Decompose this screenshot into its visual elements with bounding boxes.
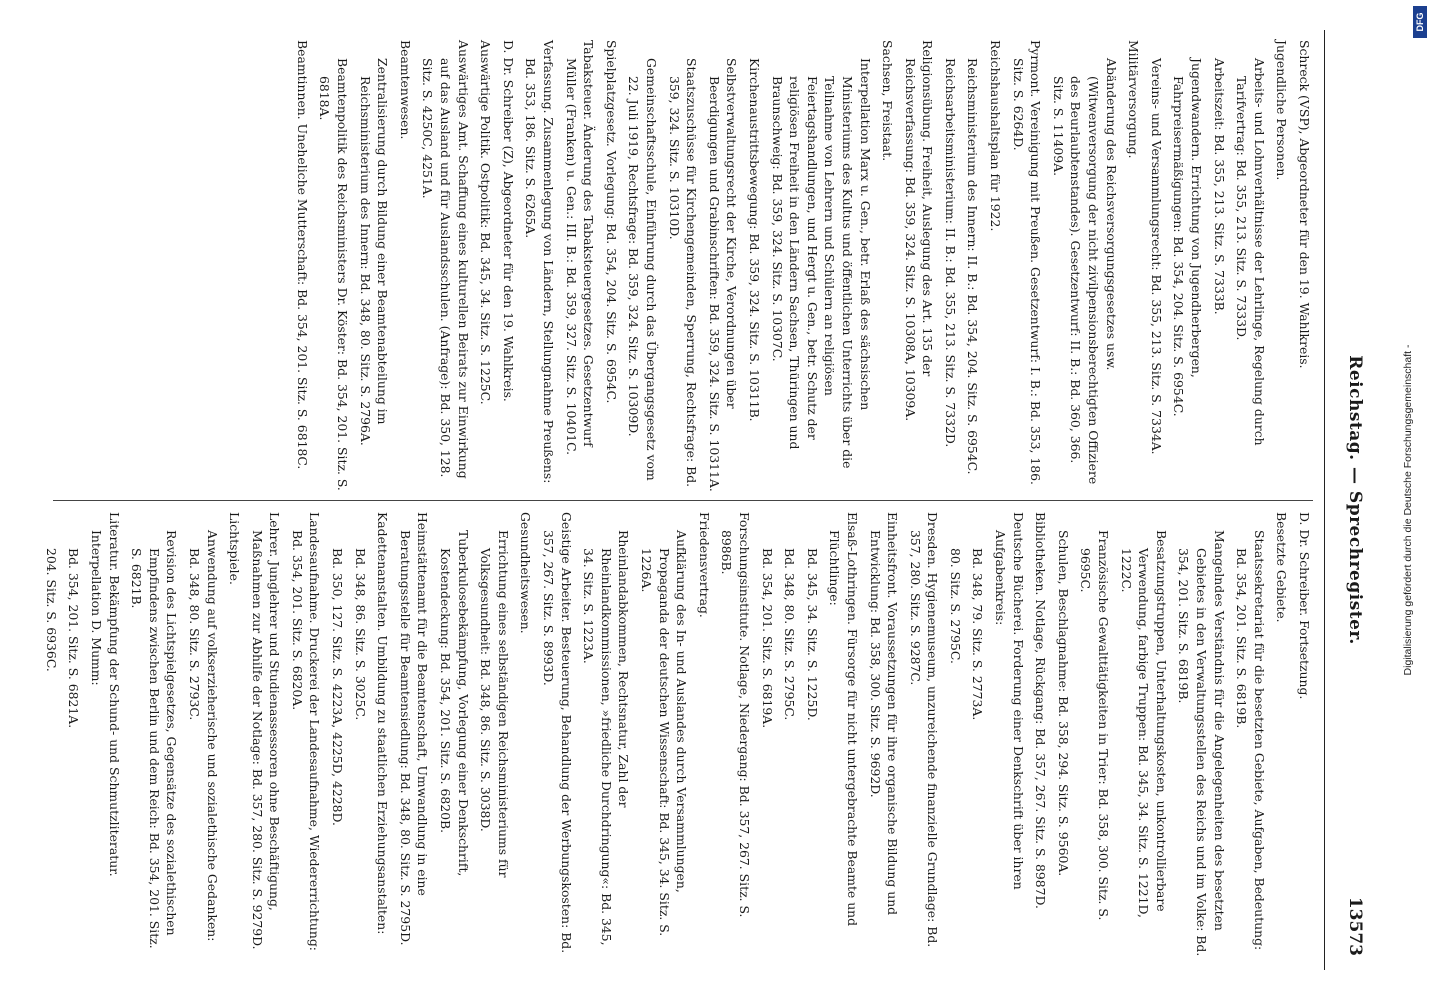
register-entry: Deutsche Bücherei. Forderung einer Denkschrift über ihren Aufgabenkreis: bbox=[993, 512, 1026, 890]
register-entry: Anwendung auf volkserzieherische und sozialethische Gedanken: Bd. 348, 80. Sitz. S. 2793C. bbox=[186, 530, 220, 942]
register-entry: Auswärtiges Amt. Schaffung eines kulturellen Beirats zur Einwirkung auf das Ausland und für Auslandsschulen. (Anfrage): Bd. 350, 128. Sitz. S. 4250C, 4251A. bbox=[420, 40, 471, 479]
register-entry: Verfassung. Zusammenlegung von Ländern, Stellungnahme Preußens: Bd. 353, 186. Sitz. S. 6265A. bbox=[523, 40, 557, 484]
register-entry: Französische Gewalttätigkeiten in Trier: Bd. 358, 300. Sitz. S. 9695C. bbox=[1078, 530, 1112, 921]
register-entry: 204. Sitz. S. 6936C. bbox=[43, 548, 59, 672]
register-entry: Literatur. Bekämpfung der Schund- und Schmutzliteratur. Interpellation D. Mumm: bbox=[88, 512, 122, 877]
page-header bbox=[1324, 30, 1387, 970]
register-entry: Schulen, Beschlagnahme: Bd. 358, 294. Sitz. S. 9560A. bbox=[1055, 530, 1071, 877]
register-entry: Errichtung eines selbständigen Reichsministeriums für Volksgesundheit: Bd. 348, 86. Sitz. S. 3038D. bbox=[478, 530, 511, 878]
register-entry: Bd. 350, 127. Sitz. S. 4223A, 4225D, 4228D. bbox=[330, 548, 346, 826]
register-entry: Landesaufnahme. Druckerei der Landesaufnahme, Wiedererrichtung: Bd. 354, 201. Sitz. S. 6820A. bbox=[289, 512, 323, 951]
column-divider bbox=[53, 500, 1313, 501]
register-entry: Friedensvertrag. bbox=[696, 512, 712, 618]
register-entry: D. Dr. Schreiber (Z), Abgeordneter für den 19. Wahlkreis. bbox=[500, 40, 516, 402]
register-entry: Einheitsfront. Voraussetzungen für ihre organische Bildung und Entwicklung: Bd. 358, 300. Sitz. S. 9692D. bbox=[867, 512, 901, 916]
register-entry: Zentralisierung durch Bildung einer Beamtenabteilung im Reichsministerium des Innern: Bd. 348, 80. Sitz. S. 2796A. bbox=[357, 58, 391, 446]
register-entry: Bd. 345, 34. Sitz. S. 1225D. bbox=[804, 548, 820, 721]
register-entry: Beamtenwesen. bbox=[397, 40, 413, 140]
register-entry: Tuberkulosebekämpfung, Vorlegung einer Denkschrift, Kostendeckung: Bd. 354, 201. Sitz. S. 6820B. bbox=[438, 530, 471, 877]
register-entry: Forschungsinstitute. Notlage, Niedergang: Bd. 357, 267. Sitz. S. 8986B. bbox=[719, 512, 752, 918]
register-entry: Elsaß-Lothringen. Fürsorge für nicht untergebrachte Beamte und Flüchtlinge: bbox=[827, 512, 860, 927]
digitization-credit: Digitalisierung gefördert durch die Deutsche Forschungsgemeinschaft - bbox=[1402, 344, 1414, 676]
register-entry: Bd. 354, 201. Sitz. S. 6821A. bbox=[66, 548, 82, 729]
register-entry: Bibliotheken. Notlage, Rückgang: Bd. 357, 267. Sitz. S. 8987D. bbox=[1033, 512, 1049, 909]
register-entry: Pyrmont. Vereinigung mit Preußen. Gesetzentwurf: I. B.: Bd. 353, 186. Sitz. S. 6264D. bbox=[1010, 40, 1044, 485]
register-entry: Bd. 354, 201. Sitz. S. 6819A. bbox=[759, 548, 775, 729]
register-entry: Militärversorgung. bbox=[1126, 40, 1142, 159]
register-entry: Heimstättenamt für die Beamtenschaft, Umwandlung in eine Beratungsstelle für Beamtensiedlung: Bd. 348, 80. Sitz. S. 2795D. bbox=[397, 512, 431, 946]
dfg-logo: DFG bbox=[1413, 6, 1427, 38]
register-entry: Rheinlandabkommen, Rechtsnatur, Zahl der Rheinlandkommissionen, »friedliche Durchdringung«: Bd. 345, 34. Sitz. S. 1223A. bbox=[581, 530, 632, 946]
register-entry: Bd. 348, 86. Sitz. S. 3025C. bbox=[352, 548, 368, 721]
register-entry: Arbeitszeit: Bd. 355, 213. Sitz. S. 7333B. bbox=[1211, 58, 1227, 315]
register-entry: Dresden. Hygienemuseum, unzureichende finanzielle Grundlage: Bd. 357, 280. Sitz. S. 9287C. bbox=[907, 512, 941, 948]
register-entry: Bd. 348, 80. Sitz. S. 2795C. bbox=[782, 548, 798, 721]
register-entry: 80. Sitz. S. 2795C. bbox=[947, 548, 963, 664]
register-entry: Kadettenanstalten. Umbildung zu staatlichen Erziehungsanstalten: bbox=[375, 512, 391, 935]
page-number: 13573 bbox=[1345, 896, 1365, 956]
register-entry: Jugendwandern. Errichtung von Jugendherbergen, Fahrpreisermäßigungen: Bd. 354, 204. Sitz. S. 6954C. bbox=[1171, 58, 1205, 417]
register-entry: Gemeinschaftsschule, Einführung durch das Übergangsgesetz vom 22. Juli 1919, Rechtsfrage: Bd. 359, 324. Sitz. S. 10309D. bbox=[626, 58, 659, 481]
scanned-register-page bbox=[43, 30, 1387, 970]
register-entry: Beamtinnen. Uneheliche Mutterschaft: Bd. 354, 201. Sitz. S. 6818C. bbox=[294, 40, 310, 470]
register-entry: Religionsübung. Freiheit, Auslegung des Art. 135 der Reichsverfassung: Bd. 359, 324. Sitz. S. 10308A, 10309A. bbox=[902, 40, 936, 422]
register-entry: Mangelndes Verständnis für die Angelegenheiten des besetzten Gebietes in den Verwaltungsstellen des Reichs und im Volke: Bd. 354, 201. Sitz. S. 6819B. bbox=[1176, 530, 1227, 957]
register-entry: Jugendliche Personen. bbox=[1274, 40, 1290, 181]
register-entry: Reichsministerium des Innern: II. B.: Bd. 354, 204. Sitz. S. 6954C. bbox=[965, 58, 981, 475]
register-entry: Lehrer. Junglehrer und Studienassessoren ohne Beschäftigung, Maßnahmen zur Abhilfe der Notlage: Bd. 357, 280. Sitz. S. 9279D. bbox=[249, 512, 283, 950]
register-entry: Reichsarbeitsministerium: II. B.: Bd. 355, 213. Sitz. S. 7332D. bbox=[942, 58, 958, 448]
register-entry: Revision des Lichtspielgesetzes, Gegensätze des sozialethischen Empfindens zwischen Berlin und dem Reich: Bd. 354, 201. Sitz. S. 6821B. bbox=[129, 530, 180, 949]
register-entry: Lichtspiele. bbox=[227, 512, 243, 585]
register-entry: Besetzte Gebiete. bbox=[1274, 512, 1290, 623]
register-entry: Spielplatzgesetz. Vorlegung: Bd. 354, 204. Sitz. S. 6954C. bbox=[603, 40, 619, 404]
register-entry: D. Dr. Schreiber. Fortsetzung. bbox=[1297, 512, 1312, 700]
right-column bbox=[37, 512, 1313, 964]
running-title: Reichstag. — Sprechregister. bbox=[1345, 355, 1365, 645]
left-column bbox=[288, 40, 1313, 492]
register-entry: Beamtenpolitik des Reichsministers Dr. Köster: Bd. 354, 201. Sitz. S. 6818A. bbox=[317, 58, 351, 491]
register-entry: Reichshaushaltsplan für 1922. bbox=[988, 40, 1004, 232]
register-entry: Vereins- und Versammlungsrecht: Bd. 355, 213. Sitz. S. 7334A. bbox=[1148, 58, 1164, 455]
register-entry: Aufklärung des In- und Auslandes durch Versammlungen, Propaganda der deutschen Wissenschaft: Bd. 345, 34. Sitz. S. 1226A. bbox=[639, 530, 690, 937]
register-entry: Gesundheitswesen. bbox=[518, 512, 534, 634]
register-entry: Interpellation Marx u. Gen., betr. Erlaß des sächsischen Ministeriums des Kultus und öffentlichen Unterrichts über die Teilnahme von Lehrern und Schülern an religiösen Feiertagshandlungen, und Hergt u. Gen., betr. Schutz der religiösen Freiheit in den Ländern Sachsen, Thüringen und Braunschweig: Bd. 359, 324. Sitz. S. 10307C. bbox=[769, 58, 873, 469]
register-entry: Sachsen, Freistaat. bbox=[880, 40, 896, 162]
register-entry: Besatzungstruppen, Unterhaltungskosten, unkontrollierbare Verwendung, farbige Truppen: Bd. 345, 34. Sitz. S. 1221D, 1222C. bbox=[1118, 530, 1169, 918]
register-entry: Arbeits- und Lohnverhältnisse der Lehrlinge, Regelung durch Tarifvertrag: Bd. 355, 213. Sitz. S. 7333D. bbox=[1234, 58, 1267, 446]
register-entry: Schreck (VSP), Abgeordneter für den 19. Wahlkreis. bbox=[1297, 40, 1312, 369]
register-entry: Tabaksteuer. Änderung des Tabaksteuergesetzes. Gesetzentwurf Müller (Franken) u. Gen.: III. B.: Bd. 359, 327. Sitz. S. 10401C. bbox=[563, 40, 597, 456]
register-entry: Bd. 348, 79. Sitz. S. 2773A. bbox=[970, 548, 986, 721]
register-entry: Staatssekretariat für die besetzten Gebiete, Aufgaben, Bedeutung: Bd. 354, 201. Sitz. S. 6819B. bbox=[1234, 530, 1267, 951]
register-entry: Staatszuschüsse für Kirchengemeinden, Sperrung, Rechtsfrage: Bd. 359, 324. Sitz. S. 10310D. bbox=[666, 58, 700, 488]
register-entry: Geistige Arbeiter. Besteuerung, Behandlung der Werbungskosten: Bd. 357, 267. Sitz. S. 8993D. bbox=[541, 512, 574, 954]
register-entry: Abänderung des Reichsversorgungsgesetzes usw. (Witwenversorgung der nicht zivilpensionsberechtigten Offiziere des Beurlaubtenstandes). Gesetzentwurf: II. B.: Bd. 360, 366. Sitz. S. 11409A. bbox=[1050, 58, 1119, 485]
register-entry: Kirchenaustrittsbewegung: Bd. 359, 324. Sitz. S. 10311B. bbox=[746, 58, 762, 422]
register-entry: Auswärtige Politik. Ostpolitik: Bd. 345, 34. Sitz. S. 1225C. bbox=[478, 40, 494, 405]
register-entry: Selbstverwaltungsrecht der Kirche, Verordnungen über Beerdigungen und Grabinschriften: Bd. 359, 324. Sitz. S. 10311A. bbox=[706, 58, 740, 492]
